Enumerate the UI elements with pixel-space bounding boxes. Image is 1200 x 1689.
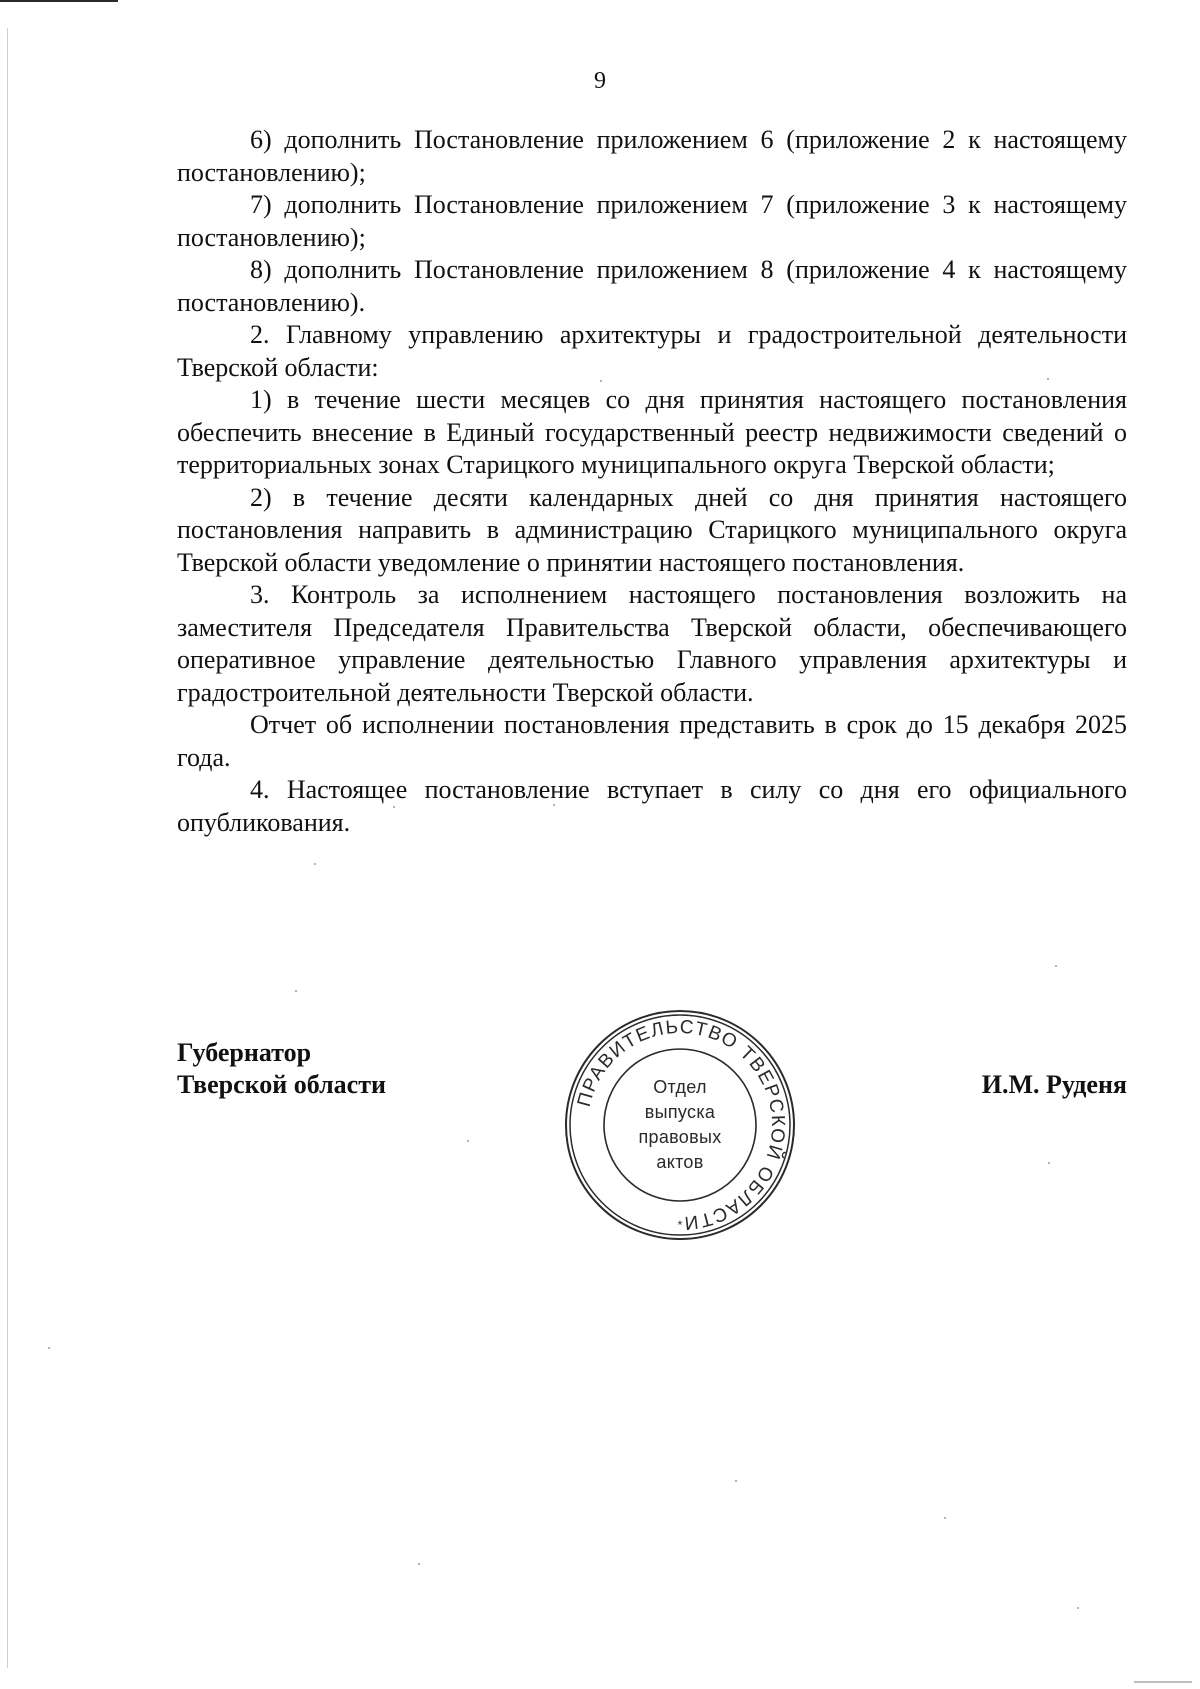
document-body [177,124,1127,839]
stamp-center-line2: выпуска [644,1102,716,1122]
signatory-position [177,1037,386,1101]
scan-speck [295,990,297,992]
stamp-star-icon: * [677,1218,683,1232]
paragraph-item-6: 6) дополнить Постановление приложением 6 (приложение 2 к настоящему постановлению); [177,125,1127,187]
stamp-center-line3: правовых [638,1127,722,1147]
scan-speck [1047,378,1049,380]
paragraph-section-2-item-1: 1) в течение шести месяцев со дня принятия настоящего постановления обеспечить внесение в Единый государственный реестр недвижимости сведений о территориальных зонах Старицкого муниципального округа Тверской области; [177,385,1127,479]
paragraph-section-4: 4. Настоящее постановление вступает в силу со дня его официального опубликования. [177,775,1127,837]
stamp-center-line4: актов [656,1152,704,1172]
paragraph-item-7: 7) дополнить Постановление приложением 7 (приложение 3 к настоящему постановлению); [177,190,1127,252]
scan-speck [393,806,395,808]
scan-edge-left [7,28,8,1668]
scan-speck [600,380,602,382]
scan-speck [418,1563,420,1565]
paragraph-item-8: 8) дополнить Постановление приложением 8 (приложение 4 к настоящему постановлению). [177,255,1127,317]
scan-speck [48,1347,50,1349]
scan-edge-bottom [1134,1681,1192,1683]
scan-speck [314,863,316,865]
stamp-center-text [563,1008,797,1242]
scan-speck [553,804,555,806]
paragraph-section-2: 2. Главному управлению архитектуры и градостроительной деятельности Тверской области: [177,320,1127,382]
scan-speck [944,1517,946,1519]
paragraph-section-2-item-2: 2) в течение десяти календарных дней со дня принятия настоящего постановления направить в администрацию Старицкого муниципального округа Тверской области уведомление о принятии настоящего постановления. [177,482,1127,577]
signatory-name: И.М. Руденя [981,1070,1127,1099]
paragraph-section-3: 3. Контроль за исполнением настоящего постановления возложить на заместителя Председателя Правительства Тверской области, обеспечивающего оперативное управление деятельностью Главного управления архитектуры и градостроительной деятельности Тверской области. [177,580,1127,707]
signatory-position-line2: Тверской области [177,1070,386,1099]
stamp-center-line1: Отдел [653,1077,707,1097]
scan-edge-top [0,0,118,2]
official-stamp [563,1008,797,1242]
scan-speck [1055,965,1057,967]
scan-speck [1077,1607,1079,1609]
scan-speck [1048,1162,1050,1164]
signatory-position-line1: Губернатор [177,1038,312,1067]
page-number: 9 [594,68,606,94]
paragraph-report-deadline: Отчет об исполнении постановления представить в срок до 15 декабря 2025 года. [177,710,1127,772]
scan-speck [735,1480,737,1482]
stamp-ring-text: ПРАВИТЕЛЬСТВО ТВЕРСКОЙ ОБЛАСТИ [573,1016,789,1234]
scan-speck [467,1140,469,1142]
